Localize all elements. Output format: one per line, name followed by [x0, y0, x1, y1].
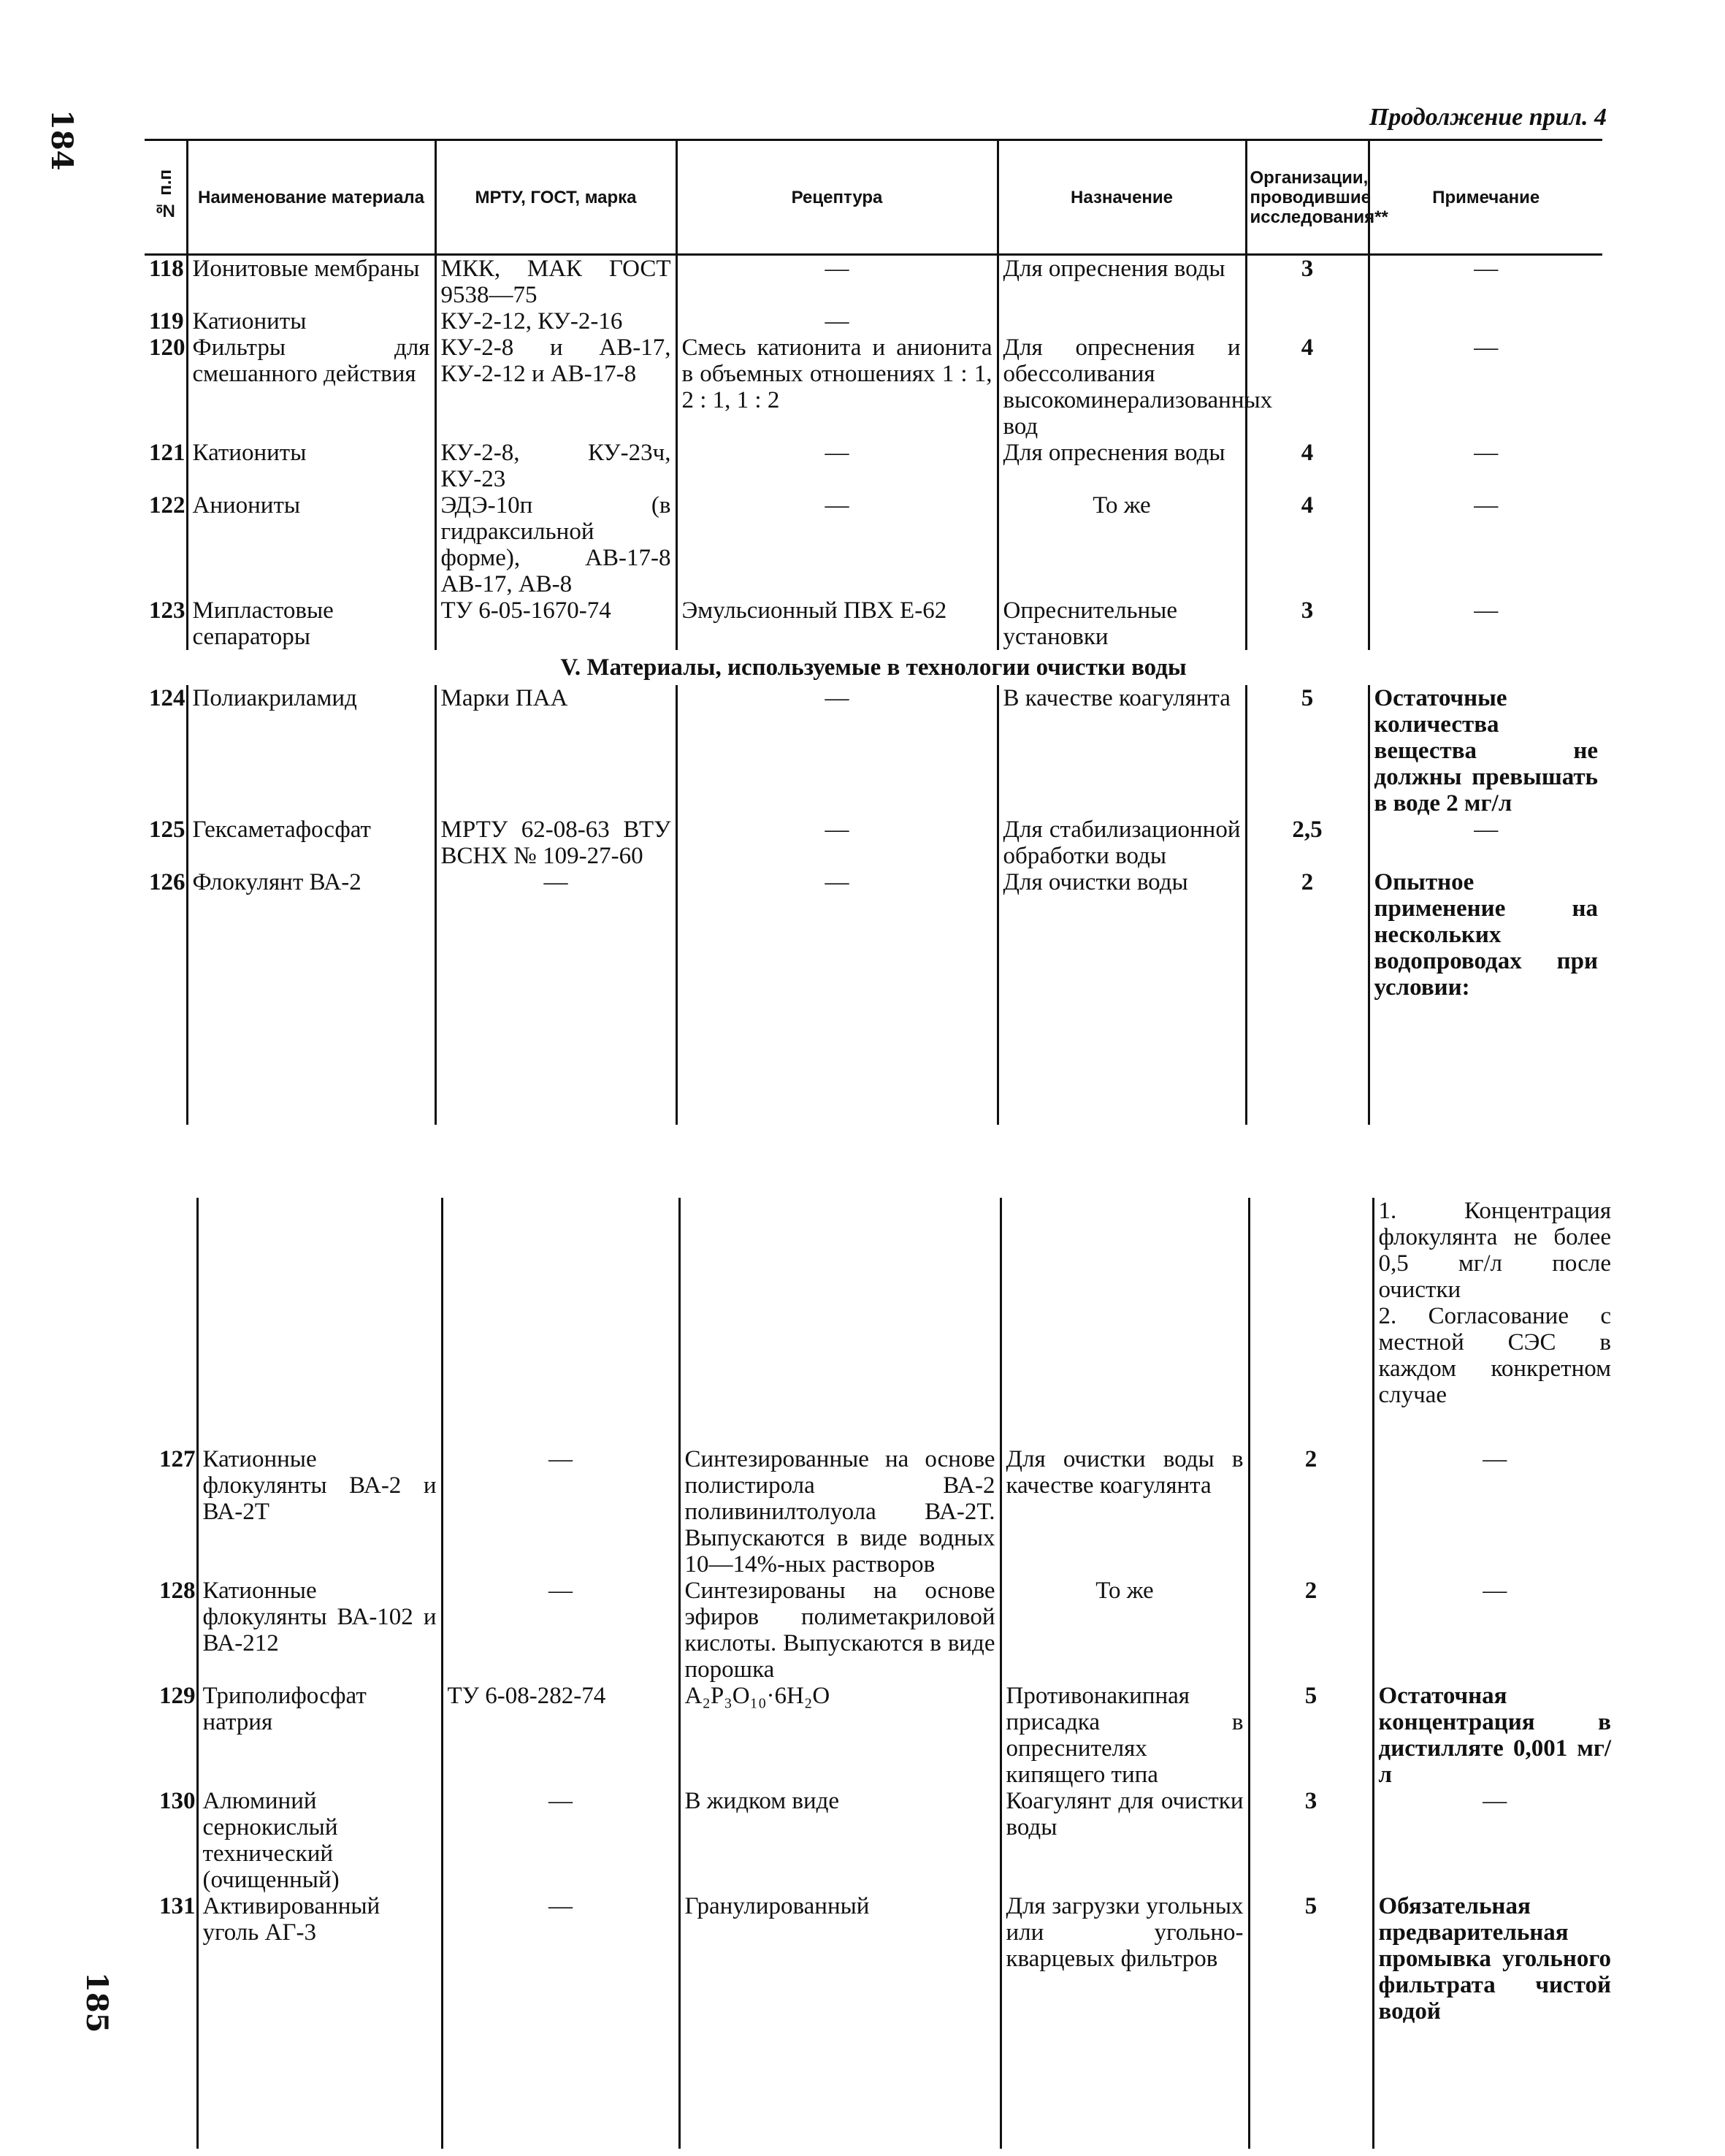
cell-note: — [1373, 1446, 1615, 1578]
table-row [155, 1893, 1615, 2025]
cell-mrtu: — [442, 1578, 679, 1683]
cell-recipe: — [676, 685, 998, 817]
cell-recipe: — [676, 869, 998, 1001]
table-row [145, 685, 1602, 817]
note-126-item-2: 2. Согласование с местной СЭС в каждом конкретном случае [1378, 1303, 1611, 1408]
cell-purpose: Противонакипная присадка в опреснителях кипящего типа [1001, 1683, 1249, 1788]
cell-mrtu: — [442, 1893, 679, 2025]
cell-recipe: Синтезированы на основе эфиров полиметакриловой кислоты. Выпускаются в виде порошка [679, 1578, 1001, 1683]
cell-org: 2 [1246, 869, 1369, 1001]
cell-name: Полиакриламид [187, 685, 435, 817]
cell-purpose: Для опреснения воды [998, 255, 1246, 309]
cell-num: 120 [149, 335, 185, 361]
cell-name: Гексаметафосфат [187, 817, 435, 869]
cell-name: Мипластовые сепараторы [187, 597, 435, 650]
table-continuation-space [145, 1001, 1602, 1125]
section-v-title: V. Материалы, используемые в технологии очистки воды [560, 654, 1187, 681]
cell-purpose: То же [998, 492, 1246, 597]
cell-purpose: Опреснительные установки [998, 597, 1246, 650]
cell-purpose: То же [1001, 1578, 1249, 1683]
cell-num: 122 [149, 492, 185, 519]
cell-name: Катионные флокулянты ВА-2 и ВА-2Т [197, 1446, 442, 1578]
cell-num: 124 [149, 685, 185, 711]
cell-name: Фильтры для смешанного действия [187, 335, 435, 440]
table-bottom-end [155, 2025, 1615, 2149]
cell-note: Остаточные количества вещества не должны превышать в воде 2 мг/л [1369, 685, 1602, 817]
cell-org: 3 [1249, 1788, 1373, 1893]
cell-note: — [1373, 1788, 1615, 1893]
cell-mrtu: — [442, 1788, 679, 1893]
cell-note: — [1369, 335, 1602, 440]
cell-name: Триполифосфат натрия [197, 1683, 442, 1788]
cell-org: 4 [1246, 335, 1369, 440]
cell-mrtu: МРТУ 62-08-63 ВТУ ВСНХ № 109-27-60 [435, 817, 676, 869]
cell-recipe: Гранулированный [679, 1893, 1001, 2025]
cell-num: 129 [159, 1683, 196, 1709]
cell-recipe: Эмульсионный ПВХ Е-62 [676, 597, 998, 650]
table-row [145, 255, 1602, 309]
cell-name: Катиониты [187, 308, 435, 335]
table-row [145, 308, 1602, 335]
cell-purpose: Для опреснения и обессоливания высокоминерализованных вод [998, 335, 1246, 440]
table-row [145, 492, 1602, 597]
cell-org: 2 [1249, 1578, 1373, 1683]
table-row [155, 1683, 1615, 1788]
page-number-top: 184 [45, 110, 79, 171]
section-heading [145, 650, 1602, 685]
cell-num: 125 [149, 817, 185, 843]
cell-purpose: Коагулянт для очистки воды [1001, 1788, 1249, 1893]
cell-purpose: Для загрузки угольных или угольно-кварцевых фильтров [1001, 1893, 1249, 2025]
cell-name: Аниониты [187, 492, 435, 597]
note-126-item-1: 1. Концентрация флокулянта не более 0,5 мг/л после очистки [1378, 1198, 1611, 1303]
col-header-num: № п.п [145, 140, 187, 255]
cell-num: 123 [149, 597, 185, 624]
cell-note [1369, 308, 1602, 335]
continuation-label: Продолжение прил. 4 [1369, 104, 1607, 131]
table-row [145, 869, 1602, 1001]
cell-recipe: — [676, 308, 998, 335]
table-row [145, 597, 1602, 650]
cell-name: Алюминий сернокислый технический (очищенный) [197, 1788, 442, 1893]
cell-org: 4 [1246, 492, 1369, 597]
cell-recipe: Синтезированные на основе полистирола ВА-2 поливинилтолуола ВА-2Т. Выпускаются в виде водных 10—14%-ных растворов [679, 1446, 1001, 1578]
cell-note: — [1373, 1578, 1615, 1683]
table-row [155, 1788, 1615, 1893]
cell-name: Катиониты [187, 440, 435, 492]
cell-name: Ионитовые мембраны [187, 255, 435, 309]
col-header-org: Организации, проводившие исследования** [1246, 140, 1369, 255]
rows-section-v [145, 685, 1602, 1001]
cell-purpose [998, 308, 1246, 335]
cell-recipe: Смесь катионита и анионита в объемных отношениях 1 : 1, 2 : 1, 1 : 2 [676, 335, 998, 440]
cell-note: Остаточная концентрация в дистилляте 0,001 мг/л [1373, 1683, 1615, 1788]
cell-mrtu: — [442, 1446, 679, 1578]
cell-note: — [1369, 255, 1602, 309]
cell-recipe: — [676, 492, 998, 597]
cell-org: 3 [1246, 597, 1369, 650]
cell-purpose: Для очистки воды [998, 869, 1246, 1001]
cell-org: 2 [1249, 1446, 1373, 1578]
table-bottom [155, 1198, 1615, 2149]
cell-recipe: — [676, 440, 998, 492]
cell-recipe: В жидком виде [679, 1788, 1001, 1893]
cell-note: Обязательная предварительная промывка угольного фильтрата чистой водой [1373, 1893, 1615, 2025]
table-row [145, 440, 1602, 492]
cell-name: Активированный уголь АГ-3 [197, 1893, 442, 2025]
cell-org: 5 [1249, 1893, 1373, 2025]
rows-bottom [155, 1446, 1615, 2025]
col-header-purpose: Назначение [998, 140, 1246, 255]
cell-org: 4 [1246, 440, 1369, 492]
cell-mrtu: КУ-2-8, КУ-23ч, КУ-23 [435, 440, 676, 492]
cell-purpose: Для опреснения воды [998, 440, 1246, 492]
cell-mrtu: ЭДЭ-10п (в гидраксильной форме), АВ-17-8 АВ-17, АВ-8 [435, 492, 676, 597]
cell-note: — [1369, 597, 1602, 650]
cell-note: — [1369, 440, 1602, 492]
cell-org: 5 [1249, 1683, 1373, 1788]
cell-mrtu: МКК, МАК ГОСТ 9538—75 [435, 255, 676, 309]
col-header-mrtu: МРТУ, ГОСТ, марка [435, 140, 676, 255]
table-top [145, 139, 1602, 1125]
cell-mrtu: ТУ 6-05-1670-74 [435, 597, 676, 650]
cell-recipe: — [676, 817, 998, 869]
cell-num: 127 [159, 1446, 196, 1472]
cell-org [1246, 308, 1369, 335]
cell-mrtu: — [435, 869, 676, 1001]
col-header-note: Примечание [1369, 140, 1602, 255]
cell-mrtu: ТУ 6-08-282-74 [442, 1683, 679, 1788]
cell-org: 3 [1246, 255, 1369, 309]
cell-purpose: Для очистки воды в качестве коагулянта [1001, 1446, 1249, 1578]
cell-recipe: A₂P₃O₁₀·6H₂O [679, 1683, 1001, 1788]
cell-purpose: В качестве коагулянта [998, 685, 1246, 817]
note-126-continued [1373, 1198, 1615, 1446]
cell-num: 131 [159, 1893, 196, 1919]
cell-mrtu: КУ-2-12, КУ-2-16 [435, 308, 676, 335]
col-header-recipe: Рецептура [676, 140, 998, 255]
cell-note: Опытное применение на нескольких водопроводах при условии: [1369, 869, 1602, 1001]
cell-note: — [1369, 817, 1602, 869]
page-number-bottom: 185 [80, 1972, 114, 2033]
cell-mrtu: КУ-2-8 и АВ-17, КУ-2-12 и АВ-17-8 [435, 335, 676, 440]
col-header-name: Наименование материала [187, 140, 435, 255]
cell-org: 2,5 [1246, 817, 1369, 869]
table-row [145, 817, 1602, 869]
table-header [145, 140, 1602, 255]
note-continuation-row [155, 1198, 1615, 1446]
cell-num: 126 [149, 869, 185, 895]
table-row [145, 335, 1602, 440]
cell-num: 128 [159, 1578, 196, 1604]
cell-purpose: Для стабилизационной обработки воды [998, 817, 1246, 869]
cell-recipe: — [676, 255, 998, 309]
cell-num: 121 [149, 440, 185, 466]
table-row [155, 1578, 1615, 1683]
cell-org: 5 [1246, 685, 1369, 817]
table-row [155, 1446, 1615, 1578]
cell-note: — [1369, 492, 1602, 597]
cell-name: Катионные флокулянты ВА-102 и ВА-212 [197, 1578, 442, 1683]
cell-num: 130 [159, 1788, 196, 1814]
cell-num: 118 [149, 256, 184, 282]
rows-top [145, 255, 1602, 651]
cell-num: 119 [149, 308, 184, 335]
cell-mrtu: Марки ПАА [435, 685, 676, 817]
cell-name: Флокулянт ВА-2 [187, 869, 435, 1001]
